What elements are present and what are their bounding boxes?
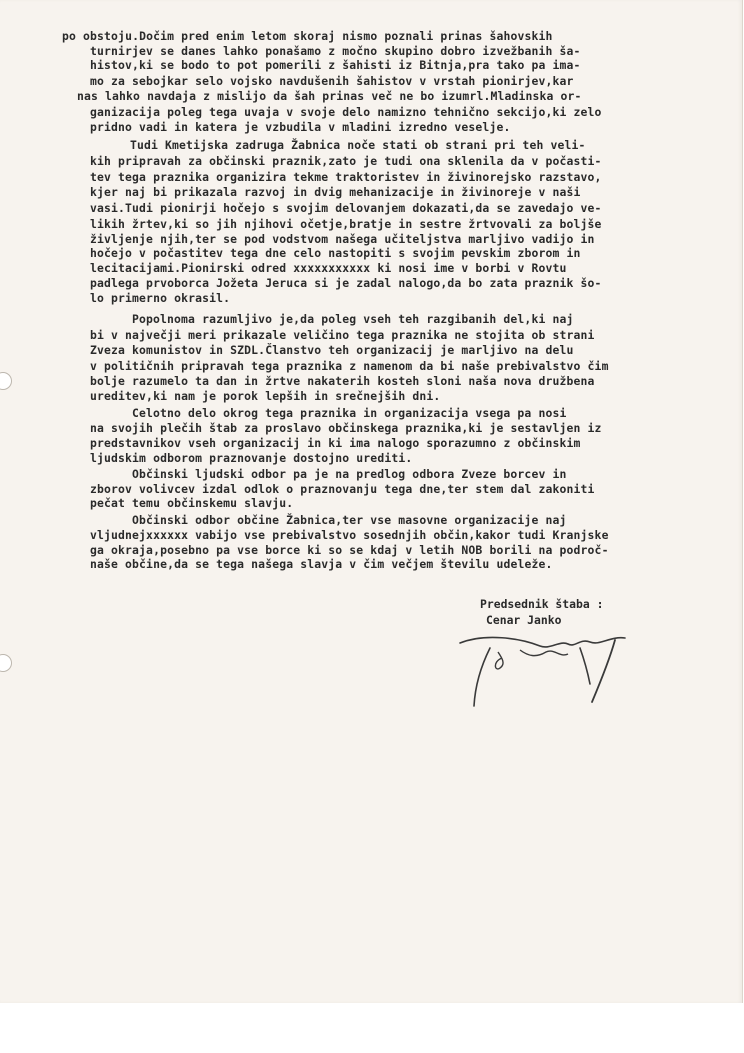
signature-title: Predsednik štaba :: [480, 597, 604, 611]
signature-block: [480, 598, 660, 708]
text-line: histov,ki se bodo to pot pomerili z šahisti iz Bitnja,pra tako pa ima-: [90, 58, 581, 72]
signature-name: Cenar Janko: [486, 613, 562, 627]
text-line: pridno vadi in katera je vzbudila v mladini izredno veselje.: [90, 120, 511, 134]
text-line: ganizacija poleg tega uvaja v svoje delo namizno tehnično sekcijo,ki zelo: [90, 105, 602, 119]
text-line: v političnih pripravah tega praznika z namenom da bi naše prebivalstvo čim: [90, 359, 609, 373]
text-line: padlega prvoborca Jožeta Jeruca si je zadal nalogo,da bo zata praznik šo-: [90, 276, 602, 290]
text-line: vasi.Tudi pionirji hočejo s svojim delovanjem dokazati,da se zavedajo ve-: [90, 201, 602, 215]
text-line: ga okraja,posebno pa vse borce ki so se kdaj v letih NOB borili na področ-: [90, 543, 609, 557]
text-line: pečat temu občinskemu slavju.: [90, 496, 294, 510]
text-line: Občinski ljudski odbor pa je na predlog odbora Zveze borcev in: [132, 467, 567, 481]
text-line: kih pripravah za občinski praznik,zato je tudi ona sklenila da v počasti-: [90, 154, 602, 168]
text-line: likih žrtev,ki so jih njihovi očetje,bratje in sestre žrtvovali za boljše: [90, 217, 602, 231]
text-line: Popolnoma razumljivo je,da poleg vseh teh razgibanih del,ki naj: [132, 312, 574, 326]
text-line: ljudskim odborom praznovanje dostojno urediti.: [90, 451, 413, 465]
text-line: Občinski odbor občine Žabnica,ter vse masovne organizacije naj: [132, 513, 567, 527]
text-line: lo primerno okrasil.: [90, 291, 231, 305]
text-line: bi v največji meri prikazale veličino tega praznika ne stojita ob strani: [90, 328, 595, 342]
text-line: kjer naj bi prikazala razvoj in dvig mehanizacije in živinoreje v naši: [90, 185, 581, 199]
text-line: bolje razumelo ta dan in žrtve nakaterih kosteh sloni naša nova družbena: [90, 374, 595, 388]
text-line: vljudnejxxxxxx vabijo vse prebivalstvo sosednjih občin,kakor tudi Kranjske: [90, 528, 609, 542]
text-line: po obstoju.Dočim pred enim letom skoraj nismo poznali prinas šahovskih: [62, 29, 553, 43]
text-line: hočejo v počastitev tega dne celo nastopiti s svojim pevskim zborom in: [90, 246, 581, 260]
text-line: življenje njih,ter se pod vodstvom našega učiteljstva marljivo vadijo in: [90, 232, 595, 246]
text-line: Zveza komunistov in SZDL.Članstvo teh organizacij je marljivo na delu: [90, 343, 574, 357]
text-line: na svojih plečih štab za proslavo občinskega praznika,ki je sestavljen iz: [90, 421, 602, 435]
text-line: predstavnikov vseh organizacij in ki ima nalogo sporazumno z občinskim: [90, 436, 581, 450]
text-line: mo za sebojkar selo vojsko navdušenih šahistov v vrstah pionirjev,kar: [90, 74, 574, 88]
text-line: tev tega praznika organizira tekme traktoristev in živinorejsko razstavo,: [90, 170, 602, 184]
text-line: naše občine,da se tega našega slavja v čim večjem številu udeleže.: [90, 557, 553, 571]
text-line: Tudi Kmetijska zadruga Žabnica noče stati ob strani pri teh veli-: [130, 138, 586, 152]
text-line: nas lahko navdaja z mislijo da šah prinas več ne bo izumrl.Mladinska or-: [77, 89, 582, 103]
text-line: zborov volivcev izdal odlok o praznovanju tega dne,ter stem dal zakoniti: [90, 482, 595, 496]
text-line: turnirjev se danes lahko ponašamo z močno skupino dobro izvežbanih ša-: [90, 44, 581, 58]
text-line: ureditev,ki nam je porok lepših in srečnejših dni.: [90, 389, 441, 403]
text-line: lecitacijami.Pionirski odred xxxxxxxxxxx ki nosi ime v borbi v Rovtu: [90, 261, 567, 275]
text-line: Celotno delo okrog tega praznika in organizacija vsega pa nosi: [132, 406, 567, 420]
handwritten-signature: [450, 628, 650, 713]
